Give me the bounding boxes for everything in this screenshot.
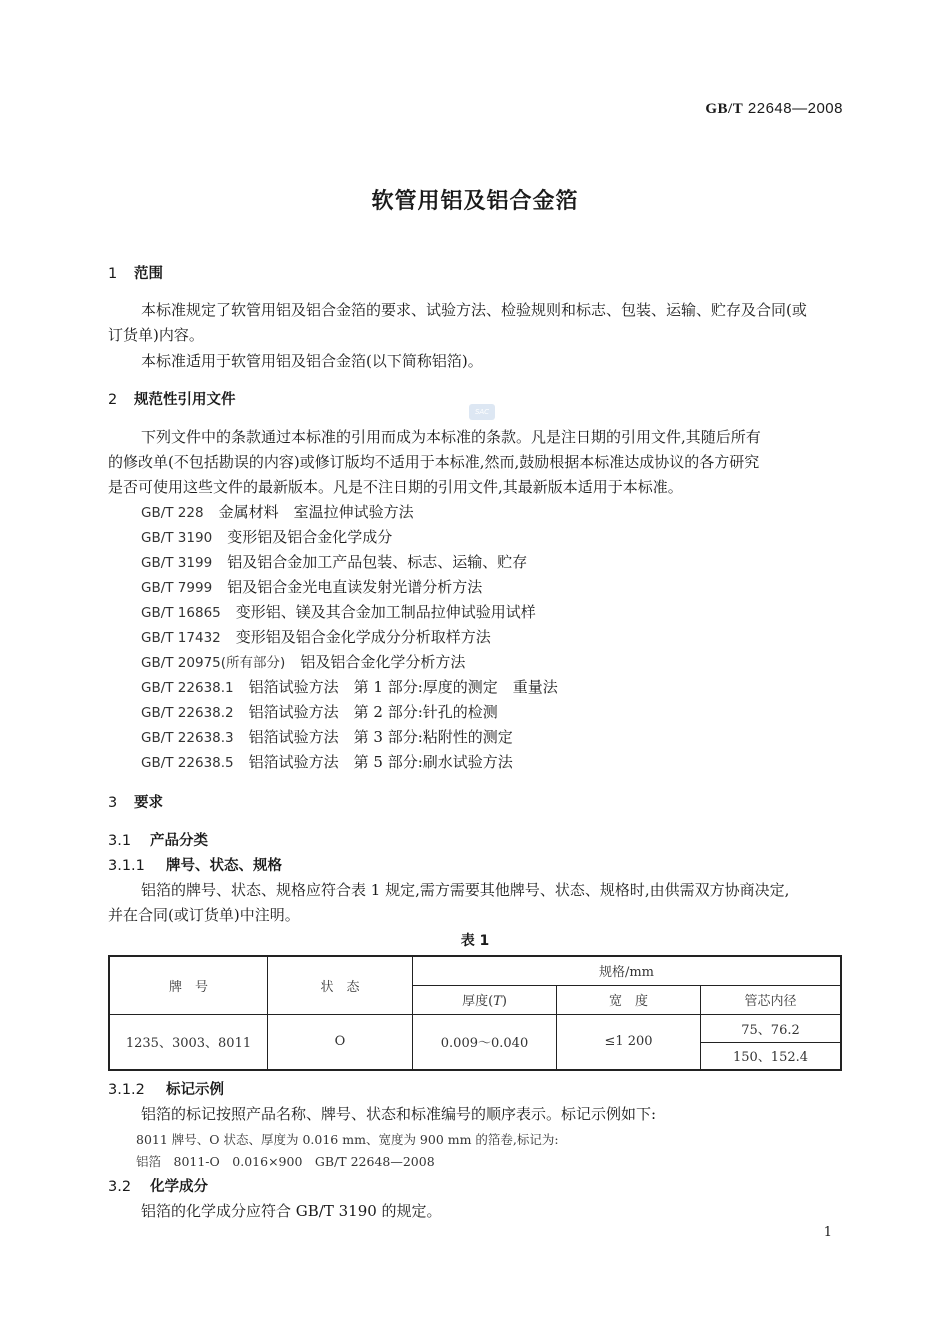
reference-item: [141, 726, 513, 747]
cell-grade: 1235、3003、8011: [109, 1014, 268, 1070]
standard-code: 22648—2008: [747, 100, 843, 117]
reference-title: 变形铝及铝合金化学成分: [227, 528, 393, 546]
page-number: 1: [823, 1225, 832, 1240]
section-3-heading: [108, 791, 163, 812]
header-grade: 牌 号: [109, 956, 268, 1014]
paragraph: 本标准规定了软管用铝及铝合金箔的要求、试验方法、检验规则和标志、包装、运输、贮存及合同(或: [141, 301, 807, 319]
section-number: 1: [108, 266, 118, 282]
subsection-number: 3.1: [108, 833, 132, 849]
subsection-title: 化学成分: [150, 1179, 208, 1195]
header-temper: 状 态: [268, 956, 413, 1014]
header-spec: 规格/mm: [413, 956, 842, 985]
reference-title: 铝箔试验方法 第 5 部分:刷水试验方法: [248, 753, 513, 771]
paragraph: 是否可使用这些文件的最新版本。凡是不注日期的引用文件,其最新版本适用于本标准。: [108, 478, 683, 496]
subsection-title: 标记示例: [166, 1082, 224, 1098]
cell-thickness: 0.009～0.040: [413, 1014, 557, 1070]
table-caption: 表 1: [460, 933, 490, 949]
subsection-number: 3.1.1: [108, 858, 145, 874]
reference-item: [141, 576, 482, 597]
cell-temper: O: [268, 1014, 413, 1070]
section-title: 规范性引用文件: [134, 392, 236, 408]
paragraph: 铝箔的化学成分应符合 GB/T 3190 的规定。: [141, 1202, 442, 1220]
header-thickness-pre: 厚度(: [462, 994, 494, 1009]
subsection-3-1-heading: [108, 829, 208, 850]
reference-item: [141, 526, 392, 547]
header-thickness: [413, 985, 557, 1014]
reference-code: GB/T 228: [141, 505, 204, 521]
reference-code: GB/T 22638.2: [141, 705, 234, 721]
reference-title: 铝及铝合金化学分析方法: [300, 653, 466, 671]
reference-code: GB/T 22638.1: [141, 680, 234, 696]
reference-code: GB/T 22638.3: [141, 730, 234, 746]
section-1-heading: [108, 262, 163, 283]
table-1: [108, 955, 842, 1071]
paragraph: 并在合同(或订货单)中注明。: [108, 906, 300, 924]
reference-title: 铝及铝合金加工产品包装、标志、运输、贮存: [227, 553, 528, 571]
reference-title: 铝及铝合金光电直读发射光谱分析方法: [227, 578, 483, 596]
reference-code: GB/T 3199: [141, 555, 213, 571]
paragraph: 本标准适用于软管用铝及铝合金箔(以下简称铝箔)。: [141, 352, 483, 370]
reference-code: GB/T 22638.5: [141, 755, 234, 771]
reference-code: GB/T 16865: [141, 605, 221, 621]
section-2-heading: [108, 388, 236, 409]
paragraph: 铝箔的牌号、状态、规格应符合表 1 规定,需方需要其他牌号、状态、规格时,由供需双方协商决定,: [141, 881, 790, 899]
reference-title: 铝箔试验方法 第 3 部分:粘附性的测定: [248, 728, 513, 746]
example-description: 8011 牌号、O 状态、厚度为 0.016 mm、宽度为 900 mm 的箔卷,标记为:: [136, 1132, 559, 1147]
section-number: 3: [108, 795, 118, 811]
reference-code: GB/T 7999: [141, 580, 213, 596]
reference-item: [141, 751, 513, 772]
subsection-3-1-1-heading: [108, 854, 282, 875]
header-core: 管芯内径: [701, 985, 842, 1014]
subsection-3-1-2-heading: [108, 1078, 224, 1099]
paragraph: 铝箔的标记按照产品名称、牌号、状态和标准编号的顺序表示。标记示例如下:: [141, 1105, 657, 1123]
example-marking: 铝箔 8011-O 0.016×900 GB/T 22648—2008: [136, 1154, 435, 1169]
reference-title: 变形铝、镁及其合金加工制品拉伸试验用试样: [235, 603, 536, 621]
subsection-number: 3.2: [108, 1179, 132, 1195]
paragraph: 的修改单(不包括勘误的内容)或修订版均不适用于本标准,然而,鼓励根据本标准达成协议的各方研究: [108, 453, 760, 471]
reference-code: GB/T 17432: [141, 630, 221, 646]
reference-title: 金属材料 室温拉伸试验方法: [218, 503, 414, 521]
reference-item: [141, 626, 491, 647]
reference-code: GB/T 20975(所有部分): [141, 655, 286, 671]
paragraph: 下列文件中的条款通过本标准的引用而成为本标准的条款。凡是注日期的引用文件,其随后所有: [141, 428, 761, 446]
reference-item: [141, 651, 465, 672]
sac-watermark: SAC: [469, 404, 495, 420]
subsection-number: 3.1.2: [108, 1082, 145, 1098]
reference-code: GB/T 3190: [141, 530, 213, 546]
reference-title: 铝箔试验方法 第 1 部分:厚度的测定 重量法: [248, 678, 558, 696]
section-title: 要求: [134, 795, 163, 811]
reference-item: [141, 701, 498, 722]
reference-item: [141, 601, 536, 622]
section-number: 2: [108, 392, 118, 408]
reference-item: [141, 551, 527, 572]
subsection-3-2-heading: [108, 1175, 208, 1196]
standard-prefix: GB/T: [705, 101, 744, 117]
header-thickness-symbol: T: [493, 994, 502, 1009]
header-width: 宽 度: [557, 985, 701, 1014]
document-title: 软管用铝及铝合金箔: [371, 189, 579, 214]
subsection-title: 牌号、状态、规格: [166, 858, 282, 874]
section-title: 范围: [134, 266, 163, 282]
reference-title: 铝箔试验方法 第 2 部分:针孔的检测: [248, 703, 498, 721]
cell-core-1: 75、76.2: [701, 1014, 842, 1042]
cell-width: ≤1 200: [557, 1014, 701, 1070]
paragraph: 订货单)内容。: [108, 326, 204, 344]
cell-core-2: 150、152.4: [701, 1042, 842, 1070]
reference-title: 变形铝及铝合金化学成分分析取样方法: [235, 628, 491, 646]
header-thickness-post: ): [501, 994, 507, 1009]
reference-item: [141, 501, 414, 522]
reference-item: [141, 676, 558, 697]
standard-number: [705, 100, 843, 118]
subsection-title: 产品分类: [150, 833, 208, 849]
